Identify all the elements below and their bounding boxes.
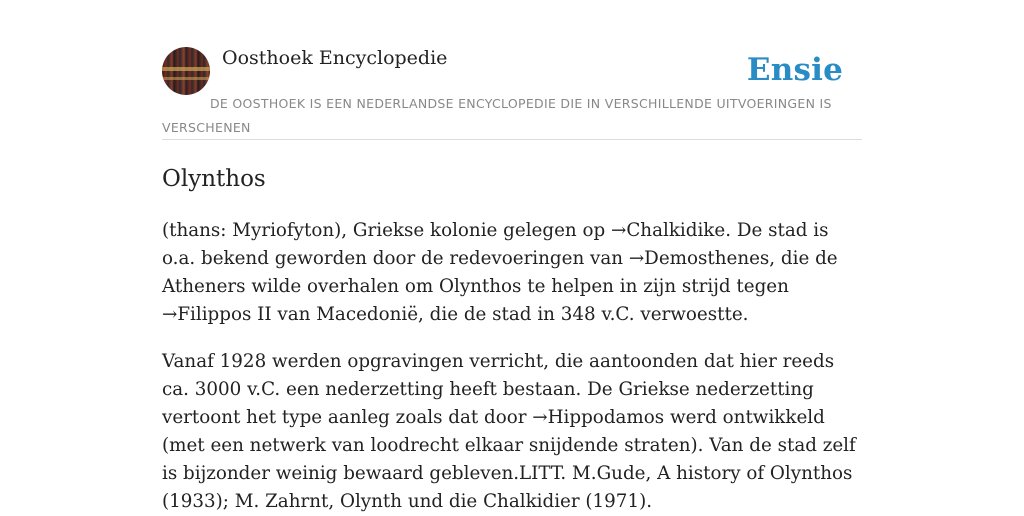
- site-tagline: DE OOSTHOEK IS EEN NEDERLANDSE ENCYCLOPEDIE DIE IN VERSCHILLENDE UITVOERINGEN IS VERSCHENEN: [162, 96, 832, 135]
- paragraph-text: (thans: Myriofyton), Griekse kolonie gelegen op: [162, 220, 611, 241]
- article-paragraph-2: [162, 348, 862, 516]
- article-title: Olynthos: [162, 166, 266, 192]
- link-filippos-ii[interactable]: →Filippos II van Macedonië: [162, 304, 419, 325]
- paragraph-text: , die de Atheners wilde overhalen om Olynthos te helpen in zijn strijd tegen: [162, 248, 838, 297]
- site-title[interactable]: Oosthoek Encyclopedie: [222, 47, 448, 69]
- article-paragraph-1: [162, 217, 862, 329]
- link-chalkidike[interactable]: →Chalkidike: [611, 220, 726, 241]
- paragraph-text: werd ontwikkeld (met een netwerk van loodrecht elkaar snijdende straten). Van de stad zelf is bijzonder weinig bewaard gebleven.LITT. M.Gude, A history of Olynthos (1933); M. Zahrnt, Olynth und die Chalkidier (1971).: [162, 407, 856, 512]
- site-avatar-icon[interactable]: [162, 47, 210, 95]
- paragraph-text: Vanaf 1928 werden opgravingen verricht, die aantoonden dat hier reeds ca. 3000 v.C. een nederzetting heeft bestaan. De Griekse nederzetting vertoont het type aanleg zoals dat door: [162, 351, 835, 428]
- link-demosthenes[interactable]: →Demosthenes: [628, 248, 770, 269]
- paragraph-text: , die de stad in 348 v.C. verwoestte.: [418, 304, 749, 325]
- site-header: [162, 0, 862, 140]
- page: [162, 0, 862, 516]
- paragraph-text: . De stad is o.a. bekend geworden door de redevoeringen van: [162, 220, 829, 269]
- ensie-logo[interactable]: Ensie: [746, 52, 843, 88]
- link-hippodamos[interactable]: →Hippodamos: [532, 407, 665, 428]
